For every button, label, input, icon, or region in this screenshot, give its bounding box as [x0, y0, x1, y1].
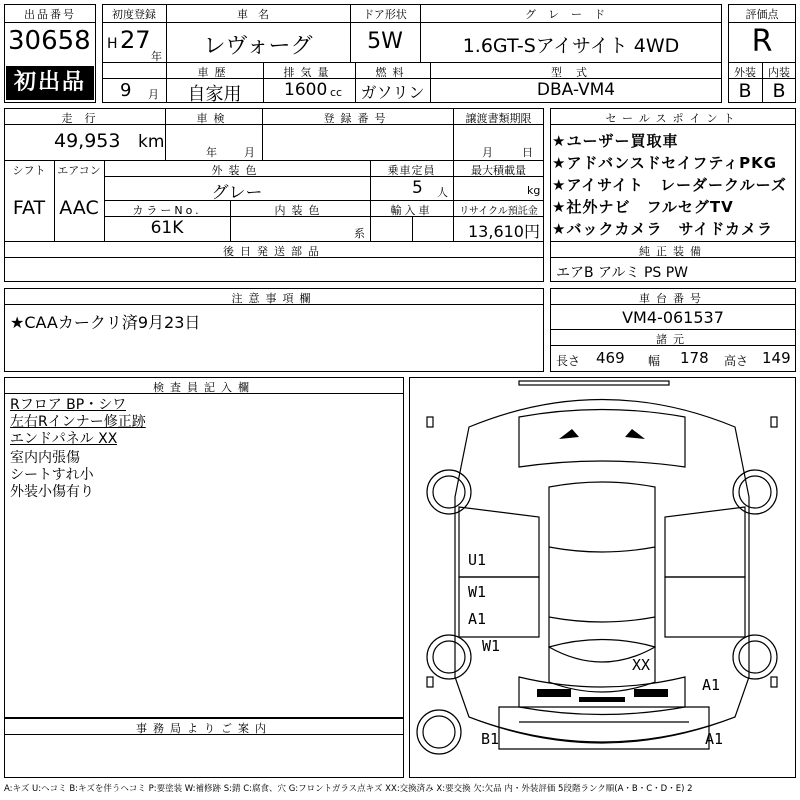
width-value: 178 [680, 349, 709, 367]
capacity-unit: 人 [437, 186, 448, 199]
mileage-label: 走行 [61, 112, 108, 125]
transfer-day-unit: 日 [522, 146, 533, 159]
registration-label: 初度登録 [112, 8, 156, 21]
equipment-value: エアB アルミ PS PW [556, 265, 689, 281]
inspector-line-1: Rフロア BP・シワ [10, 397, 127, 413]
mark-a1-left: A1 [468, 610, 487, 628]
inspector-line-3: エンドパネル XX [10, 431, 118, 447]
interior-score-label: 内装 [768, 66, 790, 79]
inspector-label: 検査員記入欄 [153, 381, 255, 394]
inspection-month-unit: 月 [244, 146, 255, 159]
doors-value: 5W [367, 29, 403, 54]
registration-month-unit: 月 [148, 88, 159, 101]
car-name-label: 車名 [237, 8, 279, 21]
mark-w1-upper: W1 [468, 583, 487, 601]
registration-year: 27 [120, 26, 151, 54]
width-label: 幅 [648, 354, 661, 368]
cautions-label: 注意事項欄 [231, 292, 317, 305]
sales-point-4: ★社外ナビ フルセグTV [552, 198, 734, 216]
mark-a1-bottom: A1 [705, 730, 724, 748]
sales-point-2: ★アドバンスドセイフティPKG [552, 154, 778, 172]
transfer-label: 譲渡書類期限 [465, 112, 532, 125]
sales-point-3: ★アイサイト レーダークルーズ [552, 176, 787, 194]
registration-era: H [107, 36, 118, 52]
inspection-label: 車検 [196, 112, 231, 125]
mark-b1: B1 [481, 730, 500, 748]
exterior-score: B [738, 80, 752, 102]
doors-label: ドア形状 [363, 8, 407, 21]
legend-text: A:キズ U:ヘコミ B:キズを伴うヘコミ P:要塗装 W:補修跡 S:錆 C:腐食、穴 G:フロントガラス点キズ XX:交換済み X:要交換 欠:欠品 内・外装評価 5段階ランク順(A・B・C・D・E) 2 [4, 784, 693, 794]
height-value: 149 [762, 349, 791, 367]
mileage-unit: km [138, 132, 165, 152]
max-load-label: 最大積載量 [471, 164, 526, 177]
car-damage-diagram [409, 377, 796, 778]
specs-label: 諸元 [656, 333, 690, 346]
inspection-year-unit: 年 [206, 146, 217, 159]
shift-label: シフト [12, 164, 46, 177]
lot-label: 出品番号 [24, 8, 76, 21]
model-label: 型式 [551, 66, 601, 79]
fuel-label: 燃料 [375, 66, 410, 79]
first-listing-badge: 初出品 [6, 66, 94, 100]
height-label: 高さ [724, 354, 749, 368]
cautions-value: ★CAAカークリ済9月23日 [10, 313, 201, 332]
recycle-value: 13,610円 [468, 222, 540, 241]
displacement-label: 排気量 [283, 66, 335, 79]
shift-value: FAT [12, 197, 46, 219]
capacity-value: 5 [412, 178, 423, 198]
lot-number: 30658 [8, 26, 91, 56]
score-value: R [751, 24, 773, 59]
color-no-label: カラーNo. [132, 204, 202, 217]
registration-month: 9 [120, 80, 132, 101]
inspector-line-4: 室内内張傷 [10, 450, 80, 466]
chassis-value: VM4-061537 [622, 308, 724, 327]
capacity-label: 乗車定員 [387, 164, 436, 177]
exterior-color-label: 外装色 [211, 164, 263, 177]
import-label: 輸入車 [390, 204, 433, 217]
recycle-label: リサイクル預託金 [459, 206, 538, 217]
mark-a1-right-upper: A1 [702, 676, 721, 694]
model-value: DBA-VM4 [536, 80, 616, 100]
transfer-month-unit: 月 [482, 146, 493, 159]
office-label: 事務局よりご案内 [136, 722, 272, 735]
inspector-line-2: 左右Rインナー修正跡 [10, 414, 146, 430]
history-value: 自家用 [187, 84, 242, 105]
interior-color-label: 内装色 [274, 204, 326, 217]
displacement-value: 1600 [284, 80, 328, 100]
score-label: 評価点 [745, 8, 779, 21]
max-load-unit: kg [527, 184, 541, 197]
history-label: 車歴 [197, 66, 232, 79]
interior-score: B [772, 80, 786, 102]
inspector-line-6: 外装小傷有り [10, 484, 94, 500]
mark-w1-lower: W1 [482, 637, 501, 655]
displacement-unit: cc [330, 86, 343, 99]
mark-xx: XX [632, 656, 651, 674]
length-value: 469 [596, 349, 625, 367]
registration-year-unit: 年 [151, 50, 162, 63]
sales-point-5: ★バックカメラ サイドカメラ [552, 220, 773, 238]
exterior-color-value: グレー [211, 183, 263, 203]
car-name-value: レヴォーグ [203, 34, 313, 59]
later-parts-label: 後日発送部品 [223, 245, 325, 258]
mileage-value: 49,953 [54, 130, 121, 152]
chassis-label: 車台番号 [639, 292, 707, 305]
inspector-line-5: シートすれ小 [10, 467, 94, 483]
plate-label: 登録番号 [323, 112, 392, 125]
sales-point-1: ★ユーザー買取車 [552, 132, 679, 150]
mark-u1: U1 [468, 551, 487, 569]
ac-label: エアコン [57, 164, 101, 177]
equipment-label: 純正装備 [639, 245, 707, 258]
grade-value: 1.6GT-Sアイサイト 4WD [462, 35, 680, 57]
length-label: 長さ [556, 354, 581, 368]
color-no-value: 61K [150, 218, 184, 238]
sales-points-label: セールスポイント [605, 112, 741, 125]
interior-color-suffix: 系 [354, 227, 365, 240]
exterior-score-label: 外装 [734, 66, 756, 79]
ac-value: AAC [59, 197, 99, 219]
grade-label: グレード [525, 8, 617, 21]
fuel-value: ガソリン [360, 83, 425, 102]
